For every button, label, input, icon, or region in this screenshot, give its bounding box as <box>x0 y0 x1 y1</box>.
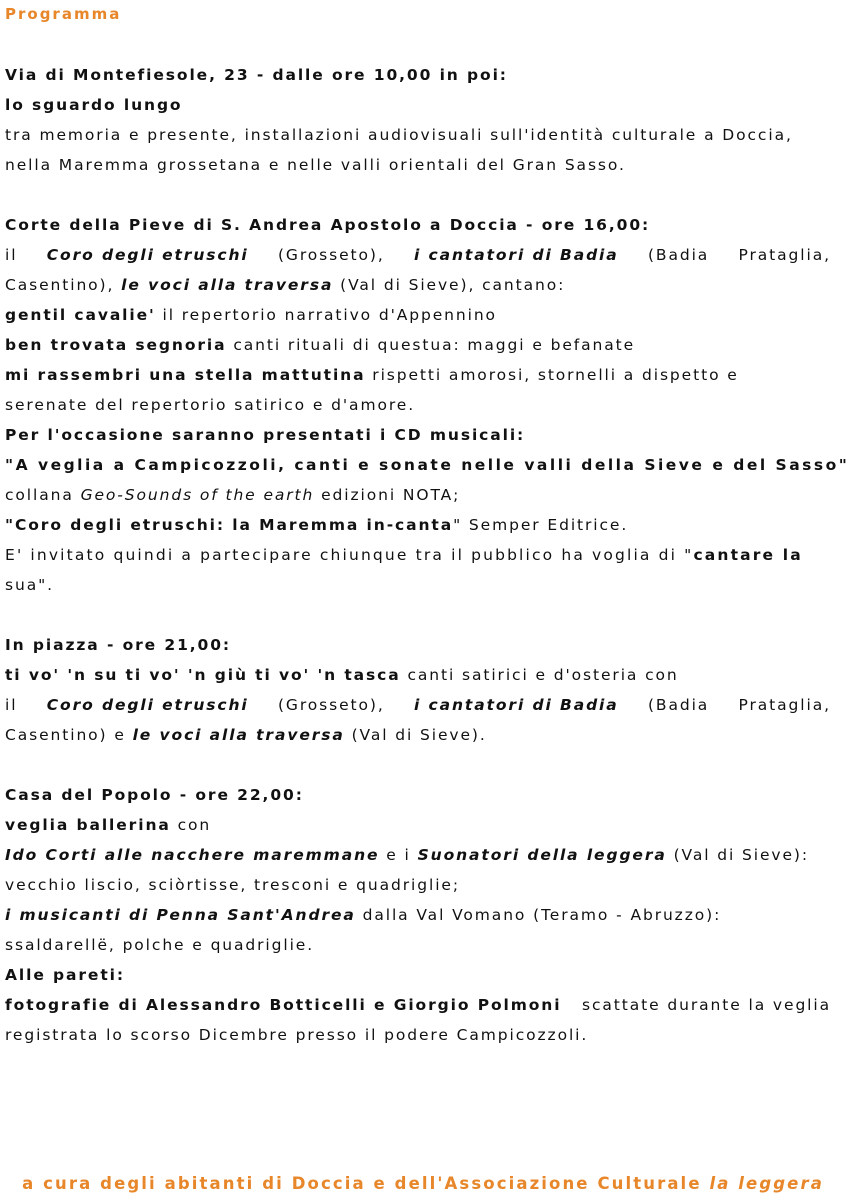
s1-heading: Via di Montefiesole, 23 - dalle ore 10,00 in poi: <box>5 66 508 84</box>
s3-casentino-line: Casentino) e le voci alla traversa (Val di Sieve). <box>5 726 487 744</box>
s3-performers-line: il Coro degli etruschi (Grosseto), i cantatori di Badia (Badia Prataglia, <box>5 696 831 714</box>
s4-ido: Ido Corti alle nacchere maremmane e i Suonatori della leggera (Val di Sieve): <box>5 846 810 864</box>
repertoire-serenate: serenate del repertorio satirico e d'amore. <box>5 396 416 414</box>
footer-association-name: la leggera <box>709 1174 824 1193</box>
s2-performers-line: il Coro degli etruschi (Grosseto), i cantatori di Badia (Badia Prataglia, <box>5 246 831 264</box>
repertoire-gentil: gentil cavalie' il repertorio narrativo d'Appennino <box>5 306 497 324</box>
s4-heading: Casa del Popolo - ore 22,00: <box>5 786 304 804</box>
cd-heading: Per l'occasione saranno presentati i CD musicali: <box>5 426 526 444</box>
coro-etruschi: Coro degli etruschi <box>46 246 249 264</box>
cd-2: "Coro degli etruschi: la Maremma in-canta" Semper Editrice. <box>5 516 629 534</box>
s4-veglia: veglia ballerina con <box>5 816 212 834</box>
s3-heading: In piazza - ore 21,00: <box>5 636 232 654</box>
s4-liscio: vecchio liscio, sciòrtisse, tresconi e quadriglie; <box>5 876 460 894</box>
s2-casentino-line: Casentino), le voci alla traversa (Val di Sieve), cantano: <box>5 276 566 294</box>
s2-heading: Corte della Pieve di S. Andrea Apostolo a Doccia - ore 16,00: <box>5 216 651 234</box>
page-title: Programma <box>5 5 122 23</box>
s4-registrata: registrata lo scorso Dicembre presso il podere Campicozzoli. <box>5 1026 589 1044</box>
repertoire-mi: mi rassembri una stella mattutina rispetti amorosi, stornelli a dispetto e <box>5 366 739 384</box>
s4-ssaldarelle: ssaldarellë, polche e quadriglie. <box>5 936 315 954</box>
s4-pareti: Alle pareti: <box>5 966 125 984</box>
invito-line: E' invitato quindi a partecipare chiunque tra il pubblico ha voglia di "cantare la <box>5 546 803 564</box>
cd-1: "A veglia a Campicozzoli, canti e sonate nelle valli della Sieve e del Sasso" <box>5 456 850 474</box>
cantatori-badia: i cantatori di Badia <box>414 246 619 264</box>
s1-line2: nella Maremma grossetana e nelle valli orientali del Gran Sasso. <box>5 156 626 174</box>
repertoire-ben: ben trovata segnoria canti rituali di questua: maggi e befanate <box>5 336 636 354</box>
footer-credit: a cura degli abitanti di Doccia e dell'Associazione Culturale la leggera <box>22 1174 824 1193</box>
s1-subtitle: lo sguardo lungo <box>5 96 183 114</box>
s4-musicanti: i musicanti di Penna Sant'Andrea dalla Val Vomano (Teramo - Abruzzo): <box>5 906 722 924</box>
s1-line1: tra memoria e presente, installazioni audiovisuali sull'identità culturale a Doccia, <box>5 126 793 144</box>
s4-foto: fotografie di Alessandro Botticelli e Giorgio Polmoni scattate durante la veglia <box>5 996 831 1014</box>
s3-tivo: ti vo' 'n su ti vo' 'n giù ti vo' 'n tasca canti satirici e d'osteria con <box>5 666 679 684</box>
voci-traversa: le voci alla traversa <box>121 276 334 294</box>
cd-1-collana: collana Geo-Sounds of the earth edizioni NOTA; <box>5 486 461 504</box>
invito-end: sua". <box>5 576 54 594</box>
